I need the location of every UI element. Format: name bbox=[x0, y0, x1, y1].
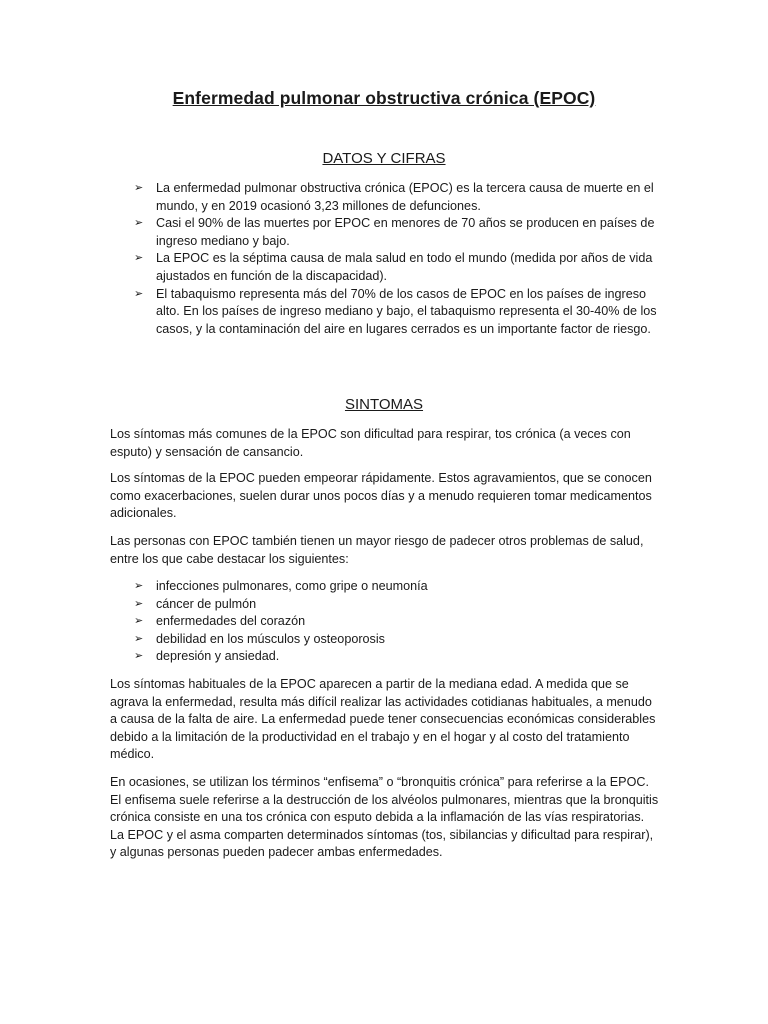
list-item: ➢ debilidad en los músculos y osteoporosis bbox=[134, 631, 658, 649]
list-item: ➢ enfermedades del corazón bbox=[134, 613, 658, 631]
paragraph-progression: Los síntomas habituales de la EPOC aparecen a partir de la mediana edad. A medida que se agrava la enfermedad, resulta más difícil realizar las actividades cotidianas habituales, a menudo a causa de la falta de aire. La enfermedad puede tener consecuencias económicas considerables debido a la limitación de la productividad en el trabajo y en el hogar y al costo del tratamiento médico. bbox=[110, 677, 656, 762]
list-item: ➢ infecciones pulmonares, como gripe o neumonía bbox=[134, 578, 658, 596]
arrow-bullet-icon: ➢ bbox=[134, 632, 144, 645]
arrow-bullet-icon: ➢ bbox=[134, 580, 144, 592]
list-item: ➢ La EPOC es la séptima causa de mala salud en todo el mundo (medida por años de vida ajustados en función de la discapacidad). bbox=[134, 251, 653, 283]
paragraph-exacerbations: Los síntomas de la EPOC pueden empeorar rápidamente. Estos agravamientos, que se conocen como exacerbaciones, suelen durar unos pocos días y a menudo requieren tomar medicamentos adicionales. bbox=[110, 471, 652, 521]
section-heading-sintomas: SINTOMAS bbox=[344, 396, 424, 413]
arrow-bullet-icon: ➢ bbox=[134, 287, 144, 300]
document-title: Enfermedad pulmonar obstructiva crónica (EPOC) bbox=[172, 88, 596, 108]
arrow-bullet-icon: ➢ bbox=[134, 182, 144, 194]
list-item: ➢ Casi el 90% de las muertes por EPOC en menores de 70 años se producen en países de ingreso mediano y bajo. bbox=[134, 216, 655, 248]
facts-list bbox=[134, 180, 658, 338]
paragraph-health-risks-intro: Las personas con EPOC también tienen un mayor riesgo de padecer otros problemas de salud, entre los que cabe destacar los siguientes: bbox=[110, 534, 644, 566]
list-item: ➢ La enfermedad pulmonar obstructiva crónica (EPOC) es la tercera causa de muerte en el mundo, y en 2019 ocasionó 3,23 millones de defunciones. bbox=[134, 181, 654, 213]
list-item: ➢ cáncer de pulmón bbox=[134, 596, 658, 614]
arrow-bullet-icon: ➢ bbox=[134, 597, 144, 610]
arrow-bullet-icon: ➢ bbox=[134, 252, 144, 265]
list-item: ➢ El tabaquismo representa más del 70% de los casos de EPOC en los países de ingreso alto. En los países de ingreso mediano y bajo, el tabaquismo representa el 30-40% de los casos, y la contaminación del aire en lugares cerrados es un importante factor de riesgo. bbox=[134, 286, 657, 336]
paragraph-terminology: En ocasiones, se utilizan los términos “enfisema” o “bronquitis crónica” para referirse a la EPOC. El enfisema suele referirse a la destrucción de los alvéolos pulmonares, mientras que la bronquitis crónica consiste en una tos crónica con esputo debida a la inflamación de las vías respiratorias. La EPOC y el asma comparten determinados síntomas (tos, sibilancias y dificultad para respirar), y algunas personas pueden padecer ambas enfermedades. bbox=[110, 775, 659, 860]
arrow-bullet-icon: ➢ bbox=[134, 615, 144, 628]
arrow-bullet-icon: ➢ bbox=[134, 217, 144, 230]
arrow-bullet-icon: ➢ bbox=[134, 650, 144, 663]
list-item: ➢ depresión y ansiedad. bbox=[134, 648, 658, 666]
risks-list bbox=[134, 578, 658, 666]
paragraph-common-symptoms: Los síntomas más comunes de la EPOC son dificultad para respirar, tos crónica (a veces con esputo) y sensación de cansancio. bbox=[110, 427, 631, 459]
section-heading-datos: DATOS Y CIFRAS bbox=[322, 150, 446, 167]
